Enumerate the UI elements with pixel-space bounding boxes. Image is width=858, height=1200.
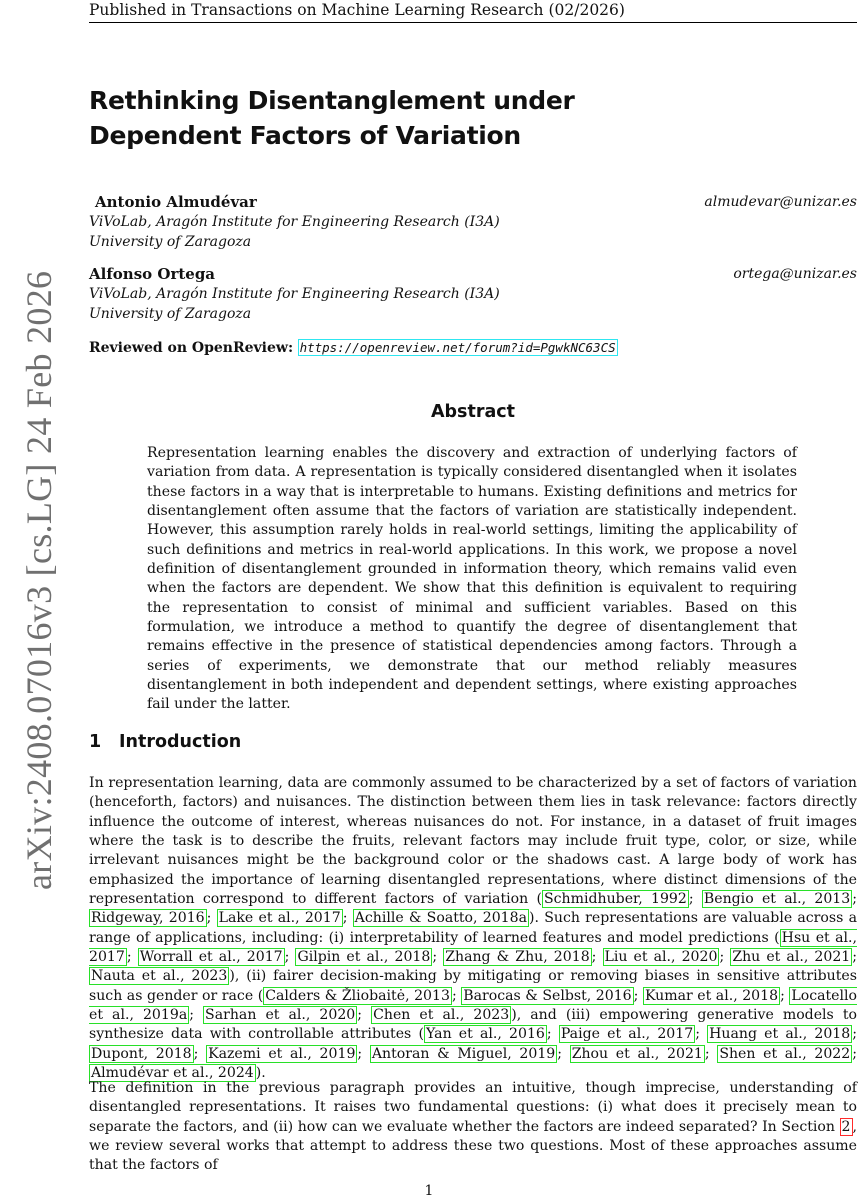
citation-link[interactable]: Worrall et al., 2017 bbox=[139, 949, 283, 966]
citation-group-b: Hsu et al., 2017 ; Worrall et al., 2017 ; Gilpin et al., 2018 ; Zhang & Zhu, 2018 ; Liu et al., 2020 ; Zhu et al., 2021 ; Nauta et al., 2023 bbox=[89, 929, 858, 985]
citation-link[interactable]: Locatello et al., 2019a bbox=[89, 987, 858, 1024]
paragraph-text: The definition in the previous paragraph provides an intuitive, though imprecise, understanding of disentangled representations. It raises two fundamental questions: (i) what does it precisely mean to separate the factors, and (ii) how can we evaluate whether the factors are indeed separated? In Section bbox=[89, 1080, 857, 1135]
intro-paragraph-1 bbox=[89, 774, 857, 1084]
citation-group-a: Schmidhuber, 1992 ; Bengio et al., 2013 ; Ridgeway, 2016 ; Lake et al., 2017 ; Achille & Soatto, 2018a bbox=[91, 891, 857, 927]
citation-link[interactable]: Gilpin et al., 2018 bbox=[297, 949, 431, 966]
citation-link[interactable]: Barocas & Selbst, 2016 bbox=[463, 987, 632, 1004]
paragraph-text: ), and (iii) empowering generative models to synthesize data with controllable attributes ( bbox=[89, 1007, 857, 1043]
author-affiliation: ViVoLab, Aragón Institute for Engineering Research (I3A) bbox=[89, 214, 500, 230]
citation-link[interactable]: Huang et al., 2018 bbox=[709, 1026, 851, 1043]
paragraph-text: , we review several works that attempt to address these two questions. Most of these approaches assume that the factors of bbox=[89, 1118, 857, 1174]
citation-link[interactable]: Nauta et al., 2023 bbox=[91, 968, 228, 985]
review-line bbox=[89, 338, 618, 358]
citation-link[interactable]: Kumar et al., 2018 bbox=[644, 987, 779, 1004]
citation-link[interactable]: Kazemi et al., 2019 bbox=[208, 1045, 356, 1062]
citation-group-d: Yan et al., 2016 ; Paige et al., 2017 ; Huang et al., 2018 ; Dupont, 2018 ; Kazemi et al., 2019 ; Antoran & Miguel, 2019 ; Zhou et al., 2021 ; Shen et al., 2022 ; Almudévar et al., 2024 bbox=[91, 1026, 857, 1082]
paragraph-text: ). Such representations are valuable across a range of applications, including: (i) interpretability of learned features and model predictions ( bbox=[89, 910, 858, 946]
citation-link[interactable]: Almudévar et al., 2024 bbox=[91, 1065, 254, 1082]
paragraph-text: ), (ii) fairer decision-making by mitigating or removing biases in sensitive attributes such as gender or race ( bbox=[89, 968, 858, 1004]
citation-link[interactable]: Shen et al., 2022 bbox=[719, 1045, 851, 1062]
citation-link[interactable]: Zhou et al., 2021 bbox=[571, 1045, 703, 1062]
citation-link[interactable]: Calders & Žliobaitė, 2013 bbox=[265, 987, 450, 1004]
citation-group-c: Calders & Žliobaitė, 2013 ; Barocas & Selbst, 2016 ; Kumar et al., 2018 ; Locatello et al., 2019a ; Sarhan et al., 2020 ; Chen et al., 2023 bbox=[89, 987, 858, 1024]
citation-link[interactable]: Zhu et al., 2021 bbox=[732, 949, 851, 966]
author-affiliation: ViVoLab, Aragón Institute for Engineering Research (I3A) bbox=[89, 286, 500, 302]
author-name: Alfonso Ortega bbox=[89, 265, 216, 283]
author-university: University of Zaragoza bbox=[89, 234, 252, 250]
citation-link[interactable]: Hsu et al., 2017 bbox=[89, 929, 857, 966]
openreview-link[interactable]: https://openreview.net/forum?id=PgwkNC63CS bbox=[299, 340, 616, 355]
page-number: 1 bbox=[424, 1183, 434, 1199]
author-name: Antonio Almudévar bbox=[95, 193, 257, 211]
citation-link[interactable]: Zhang & Zhu, 2018 bbox=[445, 949, 590, 966]
author-email[interactable]: ortega@unizar.es bbox=[733, 266, 857, 282]
citation-link[interactable]: Schmidhuber, 1992 bbox=[544, 891, 687, 908]
citation-link[interactable]: Dupont, 2018 bbox=[91, 1045, 192, 1062]
intro-paragraph-2 bbox=[89, 1079, 857, 1176]
citation-link[interactable]: Antoran & Miguel, 2019 bbox=[371, 1045, 556, 1062]
citation-link[interactable]: Chen et al., 2023 bbox=[373, 1007, 510, 1024]
citation-link[interactable]: Sarhan et al., 2020 bbox=[205, 1007, 356, 1024]
section-heading-introduction bbox=[89, 732, 241, 752]
author-university: University of Zaragoza bbox=[89, 306, 252, 322]
abstract-text: Representation learning enables the discovery and extraction of underlying factors of variation from data. A representation is typically considered disentangled when it isolates these factors in a way that is interpretable to humans. Existing definitions and metrics for disentanglement often assume that the factors of variation are statistically independent. However, this assumption rarely holds in real-world settings, limiting the applicability of such definitions and metrics in real-world applications. In this work, we propose a novel definition of disentanglement grounded in information theory, which remains valid even when the factors are dependent. We show that this definition is equivalent to requiring the representation to consist of minimal and sufficient variables. Based on this formulation, we introduce a method to quantify the degree of disentanglement that remains effective in the presence of statistical dependencies among factors. Through a series of experiments, we demonstrate that our method reliably measures disentanglement in both independent and dependent settings, where existing approaches fail under the latter. bbox=[147, 445, 797, 713]
author-block-2 bbox=[89, 265, 857, 324]
citation-link[interactable]: Ridgeway, 2016 bbox=[91, 910, 205, 927]
section-reference-link[interactable]: 2 bbox=[841, 1118, 851, 1135]
title-line-1: Rethinking Disentanglement under bbox=[89, 86, 575, 115]
title-line-2: Dependent Factors of Variation bbox=[89, 121, 521, 150]
paragraph-text: ). bbox=[255, 1065, 266, 1082]
paper-title bbox=[89, 83, 649, 153]
citation-link[interactable]: Bengio et al., 2013 bbox=[703, 891, 851, 908]
citation-link[interactable]: Yan et al., 2016 bbox=[425, 1026, 545, 1043]
author-email[interactable]: almudevar@unizar.es bbox=[704, 194, 857, 210]
section-title: Introduction bbox=[119, 732, 242, 752]
arxiv-identifier: arXiv:2408.07016v3 [cs.LG] 24 Feb 2026 bbox=[19, 270, 59, 890]
review-label: Reviewed on OpenReview: bbox=[89, 340, 294, 356]
running-header: Published in Transactions on Machine Learning Research (02/2026) bbox=[89, 0, 857, 23]
paragraph-text: In representation learning, data are commonly assumed to be characterized by a set of factors of variation (henceforth, factors) and nuisances. The distinction between them lies in task relevance: factors directly influence the outcome of interest, whereas nuisances do not. For instance, in a dataset of fruit images where the task is to describe the fruits, relevant factors may include fruit type, color, or size, while irrelevant nuisances might be the background color or the shadows cast. A large body of work has emphasized the importance of learning disentangled representations, where distinct dimensions of the representation correspond to different factors of variation ( bbox=[89, 775, 857, 908]
citation-link[interactable]: Lake et al., 2017 bbox=[218, 910, 341, 927]
citation-link[interactable]: Paige et al., 2017 bbox=[560, 1026, 694, 1043]
citation-link[interactable]: Achille & Soatto, 2018a bbox=[354, 910, 528, 927]
author-block-1 bbox=[89, 193, 857, 252]
section-number: 1 bbox=[89, 732, 102, 752]
abstract-heading: Abstract bbox=[430, 402, 516, 422]
citation-link[interactable]: Liu et al., 2020 bbox=[604, 949, 718, 966]
